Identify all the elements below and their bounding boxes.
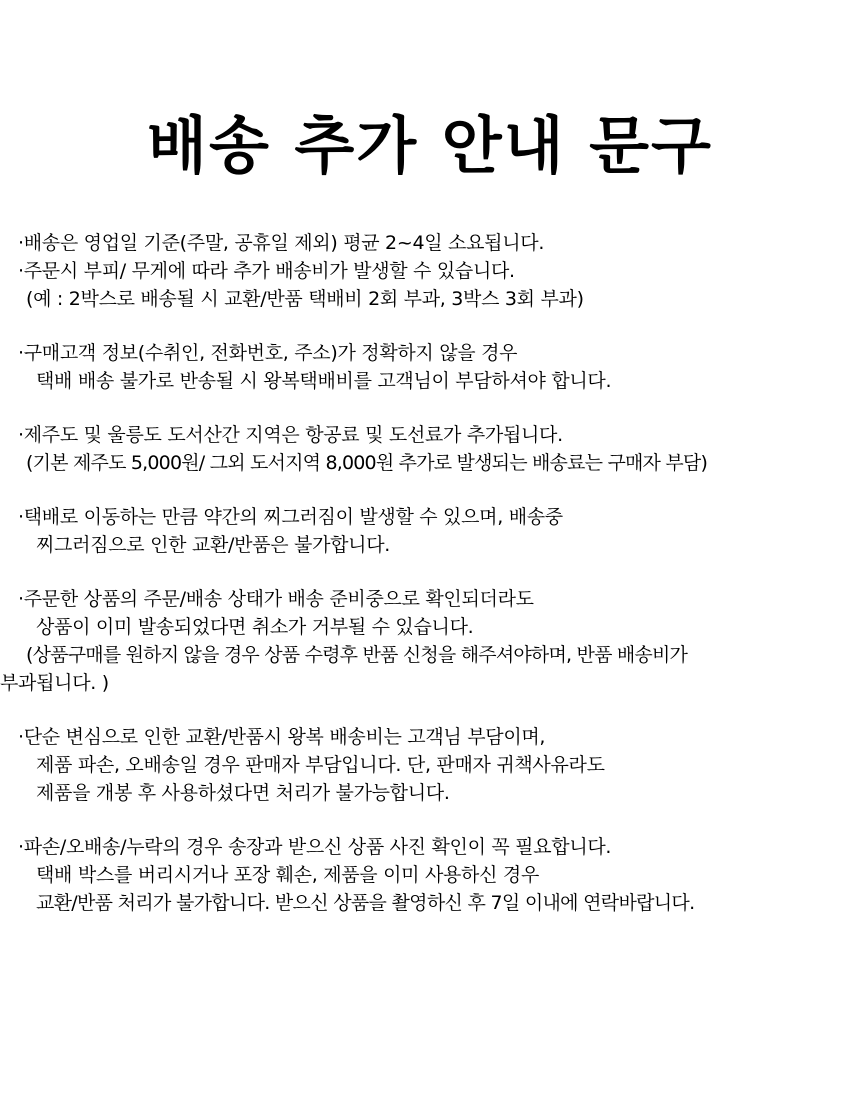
notice-line: ·제주도 및 울릉도 도서산간 지역은 항공료 및 도선료가 추가됩니다. (18, 424, 563, 446)
notice-line: ·단순 변심으로 인한 교환/반품시 왕복 배송비는 고객님 부담이며, (18, 726, 546, 748)
notice-line: ·주문한 상품의 주문/배송 상태가 배송 준비중으로 확인되더라도 (18, 588, 534, 610)
notice-line: (기본 제주도 5,000원/ 그외 도서지역 8,000원 추가로 발생되는 배송료는 구매자 부담) (26, 452, 708, 474)
notice-section-damage (0, 833, 860, 917)
notice-section-islands (0, 421, 860, 477)
notice-section-delivery-time (0, 229, 860, 313)
notice-line: 제품 파손, 오배송일 경우 판매자 부담입니다. 단, 판매자 귀책사유라도 (36, 754, 605, 776)
notice-section-dents (0, 503, 860, 559)
notice-line: 택배 배송 불가로 반송될 시 왕복택배비를 고객님이 부담하셔야 합니다. (36, 370, 612, 392)
notice-section-customer-info (0, 339, 860, 395)
notice-line: ·주문시 부피/ 무게에 따라 추가 배송비가 발생할 수 있습니다. (18, 260, 515, 282)
page-title: 배송 추가 안내 문구 (147, 109, 713, 182)
notice-line: 부과됩니다. ) (0, 672, 109, 694)
notice-line: 찌그러짐으로 인한 교환/반품은 불가합니다. (36, 534, 391, 556)
notice-line: ·택배로 이동하는 만큼 약간의 찌그러짐이 발생할 수 있으며, 배송중 (18, 506, 563, 528)
notice-line: ·구매고객 정보(수취인, 전화번호, 주소)가 정확하지 않을 경우 (18, 342, 518, 364)
notice-line: 교환/반품 처리가 불가합니다. 받으신 상품을 촬영하신 후 7일 이내에 연락바랍니다. (36, 892, 695, 914)
notice-line: 제품을 개봉 후 사용하셨다면 처리가 불가능합니다. (36, 782, 450, 804)
notice-line: ·배송은 영업일 기준(주말, 공휴일 제외) 평균 2~4일 소요됩니다. (18, 232, 545, 254)
notice-section-change-of-mind (0, 723, 860, 807)
notice-section-cancellation (0, 585, 860, 697)
notice-line: 상품이 이미 발송되었다면 취소가 거부될 수 있습니다. (36, 616, 474, 638)
notice-line: (상품구매를 원하지 않을 경우 상품 수령후 반품 신청을 해주셔야하며, 반품 배송비가 (26, 644, 688, 666)
notice-line: (예 : 2박스로 배송될 시 교환/반품 택배비 2회 부과, 3박스 3회 부과) (26, 288, 584, 310)
notice-line: ·파손/오배송/누락의 경우 송장과 받으신 상품 사진 확인이 꼭 필요합니다. (18, 836, 612, 858)
notice-body (0, 229, 860, 943)
notice-line: 택배 박스를 버리시거나 포장 훼손, 제품을 이미 사용하신 경우 (36, 864, 540, 886)
